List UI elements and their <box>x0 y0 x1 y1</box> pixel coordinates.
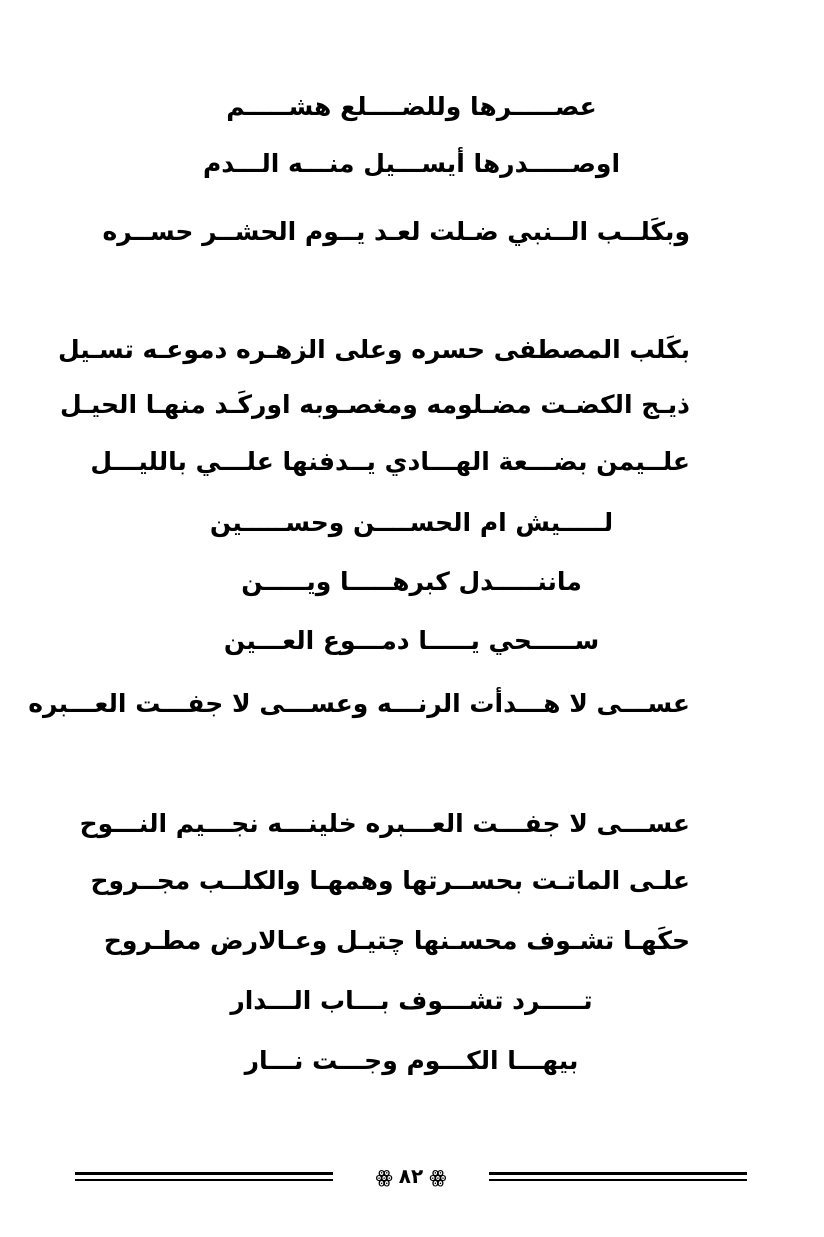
ornament-icon: ꙮ <box>429 1167 447 1188</box>
poem-line: بيهـــا الكـــوم وجـــت نـــار <box>244 1046 579 1075</box>
poem-line: عســـى لا جفـــت العـــبره خلينـــه نجـــيم النـــوح <box>79 809 690 838</box>
page-number-text: ٨٢ <box>398 1164 424 1188</box>
poem-line: لـــــيش ام الحســــن وحســـــين <box>209 508 614 537</box>
poem-line: عصـــــرها وللضــــلع هشـــــم <box>226 92 597 121</box>
footer-rule-right <box>489 1172 747 1181</box>
ornament-icon: ꙮ <box>375 1167 393 1188</box>
poem-line: علـى الماتـت بحســرتها وهمهـا والكلــب مجــروح <box>90 866 690 895</box>
poem-line: علــيمن بضـــعة الهـــادي يــدفنها علـــي بالليـــل <box>90 447 690 476</box>
poem-line: عســـى لا هـــدأت الرنـــه وعســـى لا جفـــت العـــبره <box>28 689 690 718</box>
poem-line: اوصـــــدرها أيســـيل منـــه الـــدم <box>202 149 621 178</box>
poem-line: حكَهـا تشـوف محسـنها چتيـل وعـالارض مطـروح <box>103 926 690 955</box>
poem-line: ماننـــــدل كبرهـــــا ويـــــن <box>241 567 582 596</box>
poem-line: تـــــرد تشـــوف بـــاب الـــدار <box>230 986 593 1015</box>
poem-line: بكَلب المصطفى حسره وعلى الزهـره دموعـه تسـيل <box>57 335 690 364</box>
poem-line: ذيـج الكضـت مضـلومه ومغصـوبه اوركَـد منهـا الحيـل <box>59 390 690 419</box>
poem-line: وبكَلــب الــنبي ضـلت لعـد يــوم الحشــر حســره <box>102 217 690 246</box>
page-footer <box>75 1166 747 1190</box>
poem-line: ســـــحي يـــــا دمـــوع العـــين <box>223 626 600 655</box>
